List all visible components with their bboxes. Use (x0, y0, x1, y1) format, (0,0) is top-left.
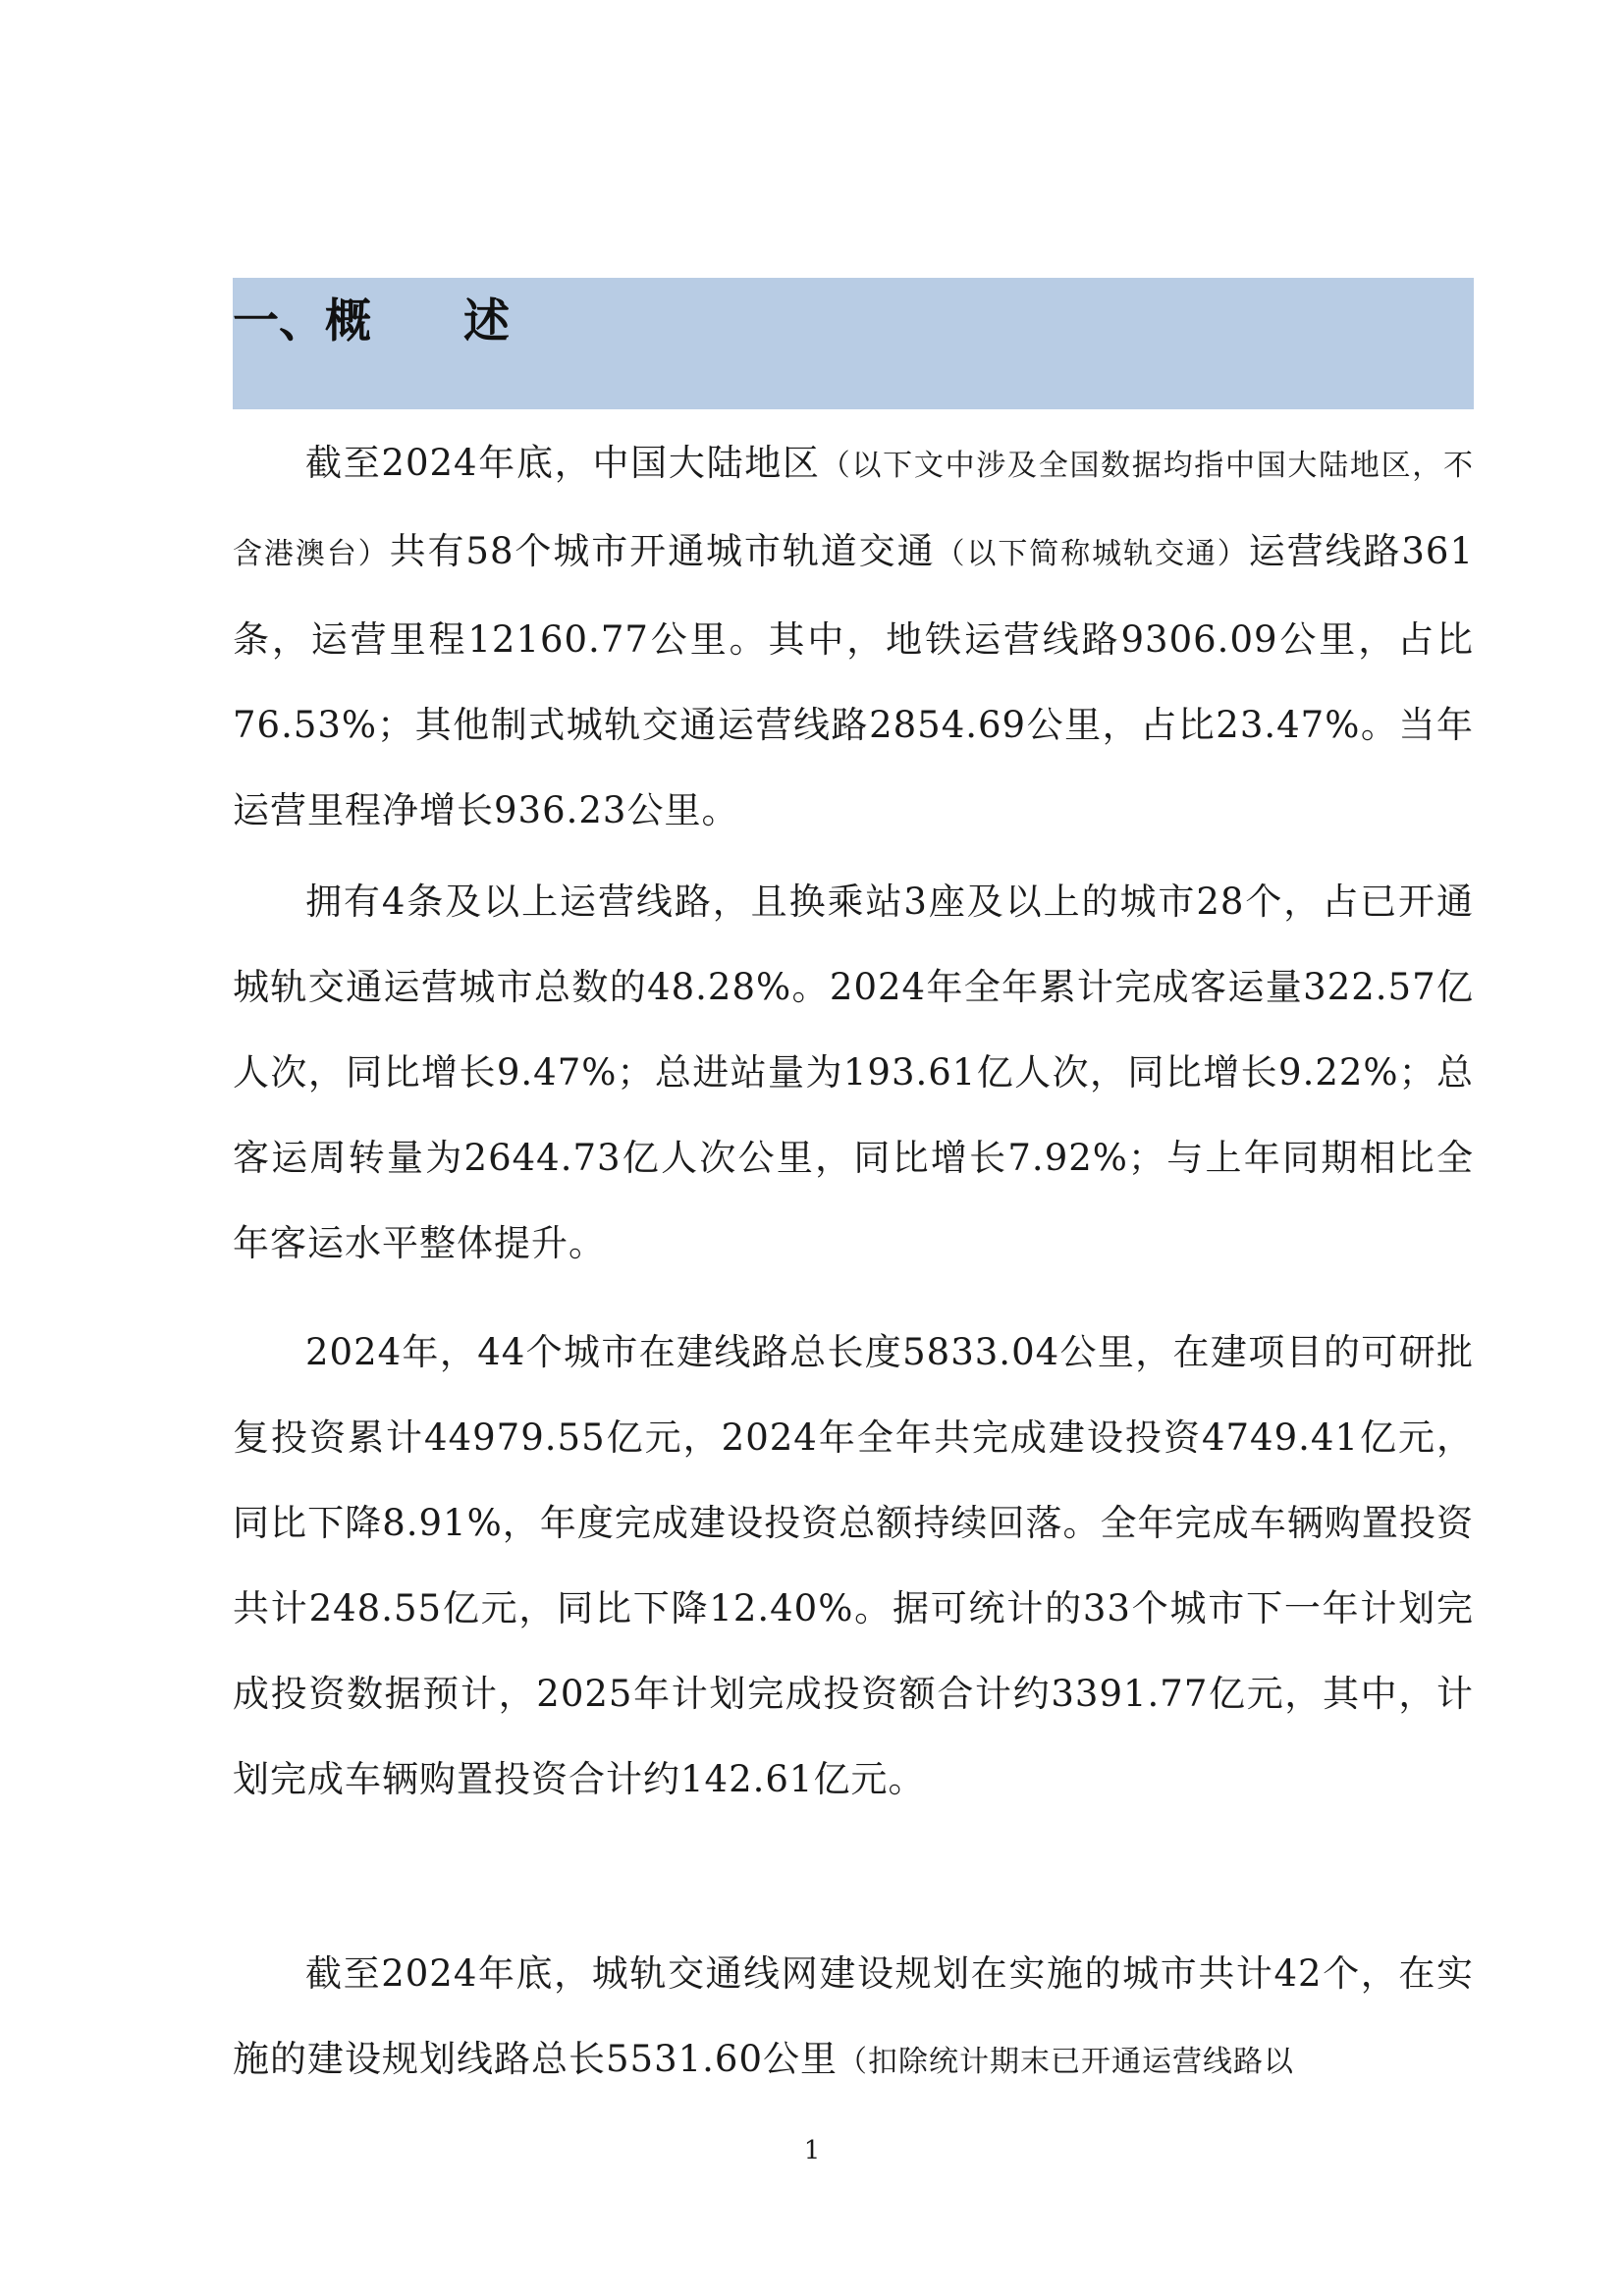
paragraph-overview-mileage (233, 420, 1474, 853)
section-heading: 一、概 述 (233, 294, 510, 348)
paragraph-text: 拥有4条及以上运营线路，且换乘站3座及以上的城市28个，占已开通城轨交通运营城市总数的48.28%。2024年全年累计完成客运量322.57亿人次，同比增长9.47%；总进站量为193.61亿人次，同比增长9.22%；总客运周转量为2644.73亿人次公里，同比增长7.92%；与上年同期相比全年客运水平整体提升。 (233, 881, 1474, 1264)
paragraph-text: 截至2024年底，城轨交通线网建设规划在实施的城市共计42个，在实施的建设规划线路总长5531.60公里 (233, 1952, 1474, 2080)
paragraph-note: （扣除统计期末已开通运营线路以 (838, 2045, 1295, 2079)
paragraph-text: 共有58个城市开通城市轨道交通 (389, 530, 936, 572)
paragraph-text: 2024年，44个城市在建线路总长度5833.04公里，在建项目的可研批复投资累计44979.55亿元，2024年全年共完成建设投资4749.41亿元，同比下降8.91%，年度完成建设投资总额持续回落。全年完成车辆购置投资共计248.55亿元，同比下降12.40%。据可统计的33个城市下一年计划完成投资数据预计，2025年计划完成投资额合计约3391.77亿元，其中，计划完成车辆购置投资合计约142.61亿元。 (233, 1331, 1474, 1800)
paragraph-passenger-volume (233, 859, 1474, 1286)
paragraph-text: 运营线路361条，运营里程12160.77公里。其中，地铁运营线路9306.09公里，占比76.53%；其他制式城轨交通运营线路2854.69公里，占比23.47%。当年运营里程净增长936.23公里。 (233, 530, 1475, 831)
page-number: 1 (803, 2136, 821, 2165)
paragraph-construction-planning (233, 1931, 1474, 2105)
paragraph-note: （以下文中涉及全国数据均指中国大陆地区，不含港澳台） (233, 449, 1475, 571)
paragraph-text: 截至2024年底，中国大陆地区 (305, 442, 821, 484)
paragraph-construction-investment (233, 1309, 1474, 1822)
paragraph-note: （以下简称城轨交通） (935, 537, 1249, 571)
